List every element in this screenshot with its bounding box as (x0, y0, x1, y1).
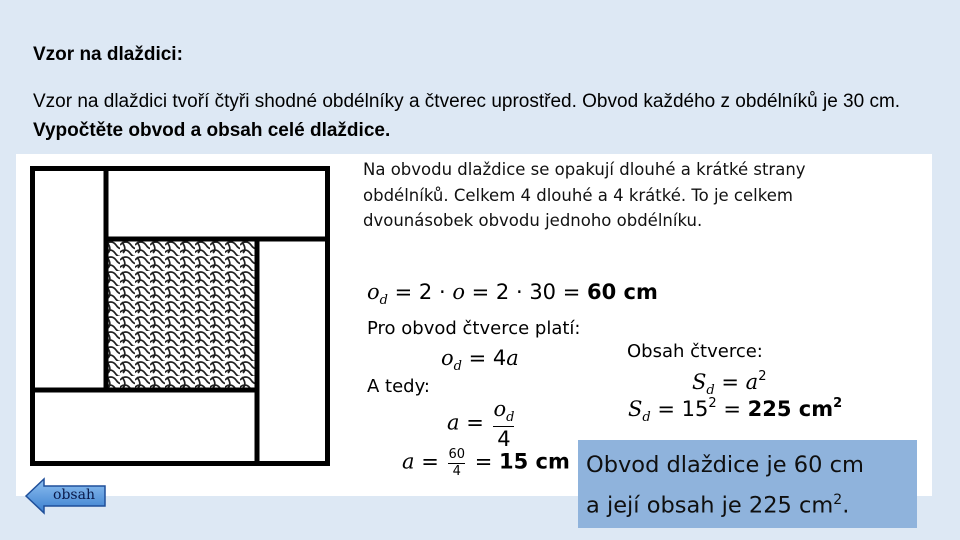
formula-area-value: $S_d = 15^2 = 225$ $cm^2$ (628, 396, 843, 425)
answer-box (578, 440, 917, 528)
rectangle-bottom (33, 390, 258, 464)
answer-line-1: Obvod dlaždice je 60 cm (586, 452, 864, 478)
back-to-contents-button[interactable] (24, 477, 108, 515)
back-to-contents-label: obsah (53, 487, 95, 503)
rectangle-top (106, 169, 328, 240)
formula-a-fraction: a = $\frac{o_d}{4}$ (447, 397, 515, 451)
task-intro (33, 87, 933, 145)
tile-illustration (30, 166, 330, 466)
formula-perimeter: $o_d = 2 \cdot o = 2 \cdot 30 = 60$ cm (367, 280, 658, 308)
area-label: Obsah čtverce: (627, 341, 763, 362)
center-square (106, 239, 257, 390)
task-question: Vypočtěte obvod a obsah celé dlaždice. (33, 120, 391, 141)
rectangle-right (257, 239, 328, 464)
rectangle-left (33, 169, 107, 391)
explanation-text: Na obvodu dlaždice se opakují dlouhé a krátké strany obdélníků. Celkem 4 dlouhé a 4 krátké. To je celkem dvounásobek obvodu jednoho obdélníku. (363, 160, 806, 230)
formula-square-perimeter: $o_d = 4a$ (441, 346, 519, 374)
formula-area: $S_d = a^2$ (692, 369, 767, 398)
square-perimeter-label: Pro obvod čtverce platí: (367, 318, 581, 339)
answer-line-2: a její obsah je 225 $cm^2$. (586, 492, 850, 519)
formula-a-value: a = $\frac{60}{4}$ = 15 cm (402, 447, 570, 479)
therefore-label: A tedy: (367, 376, 430, 397)
heading: Vzor na dlaždici: (33, 44, 183, 65)
task-text: Vzor na dlaždici tvoří čtyři shodné obdélníky a čtverec uprostřed. Obvod každého z obdélníků je 30 cm. (33, 91, 901, 112)
